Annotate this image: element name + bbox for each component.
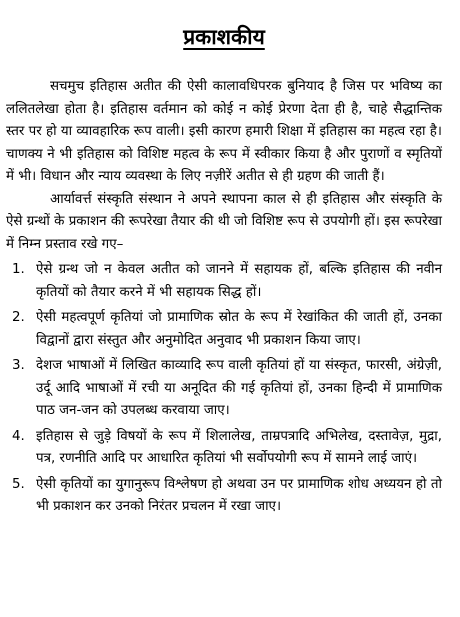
list-item-number: 5. (12, 476, 25, 492)
document-body (6, 76, 442, 519)
list-item-text: इतिहास से जुड़े विषयों के रूप में शिलालेख, ताम्रपत्रादि अभिलेख, दस्तावेज़, मुद्रा, पत्र, रणनीति आदि पर आधारित कृतियां भी सर्वोपयोगी रूप में सामने लाई जाएं। (36, 428, 442, 466)
list-item-text: ऐसी महत्वपूर्ण कृतियां जो प्रामाणिक स्रोत के रूप में रेखांकित की जाती हों, उनका विद्वानों द्वारा संस्तुत और अनुमोदित अनुवाद भी प्रकाशन किया जाए। (36, 310, 442, 348)
paragraph-history: सचमुच इतिहास अतीत की ऐसी कालावधिपरक बुनियाद है जिस पर भविष्य का ललितलेखा होता है। इतिहास वर्तमान को कोई न कोई प्रेरणा देता ही है, चाहे सैद्धान्तिक स्तर पर हो या व्यावहारिक रूप वाली। इसी कारण हमारी शिक्षा में इतिहास का महत्व रहा है। चाणक्य ने भी इतिहास को विशिष्ट महत्व के रूप में स्वीकार किया है और पुराणों व स्मृतियों में भी। विधान और न्याय व्यवस्था के लिए नज़ीरें अतीत से ही ग्रहण की जाती हैं। (6, 79, 442, 184)
list-item (6, 259, 442, 304)
proposal-list (6, 259, 442, 519)
list-item-text: ऐसे ग्रन्थ जो न केवल अतीत को जानने में सहायक हों, बल्कि इतिहास की नवीन कृतियों को तैयार करने में भी सहायक सिद्ध हों। (36, 262, 442, 300)
page-title: प्रकाशकीय (183, 25, 265, 49)
list-item-text: देशज भाषाओं में लिखित काव्यादि रूप वाली कृतियां हों या संस्कृत, फारसी, अंग्रेज़ी, उर्दू आदि भाषाओं में रची या अनूदित की गई कृतियां हों, उनका हिन्दी में प्रामाणिक पाठ जन-जन को उपलब्ध करवाया जाए। (36, 358, 442, 418)
list-item-text: ऐसी कृतियों का युगानुरूप विश्लेषण हो अथवा उन पर प्रामाणिक शोध अध्ययन हो तो भी प्रकाशन कर उनको निरंतर प्रचलन में रखा जाए। (36, 476, 442, 514)
list-item-number: 2. (12, 310, 25, 325)
list-item-number: 4. (12, 428, 25, 444)
list-item (6, 474, 442, 519)
list-item-number: 1. (12, 262, 25, 277)
list-item-number: 3. (12, 358, 25, 373)
list-item (6, 426, 442, 471)
paragraph-institute: आर्यावर्त्त संस्कृति संस्थान ने अपने स्थापना काल से ही इतिहास और संस्कृति के ऐसे ग्रन्थों के प्रकाशन की रूपरेखा तैयार की थी जो विशिष्ट रूप से उपयोगी हों। इस रूपरेखा में निम्न प्रस्ताव रखे गए– (6, 191, 442, 252)
list-item (6, 307, 442, 352)
list-item (6, 355, 442, 423)
